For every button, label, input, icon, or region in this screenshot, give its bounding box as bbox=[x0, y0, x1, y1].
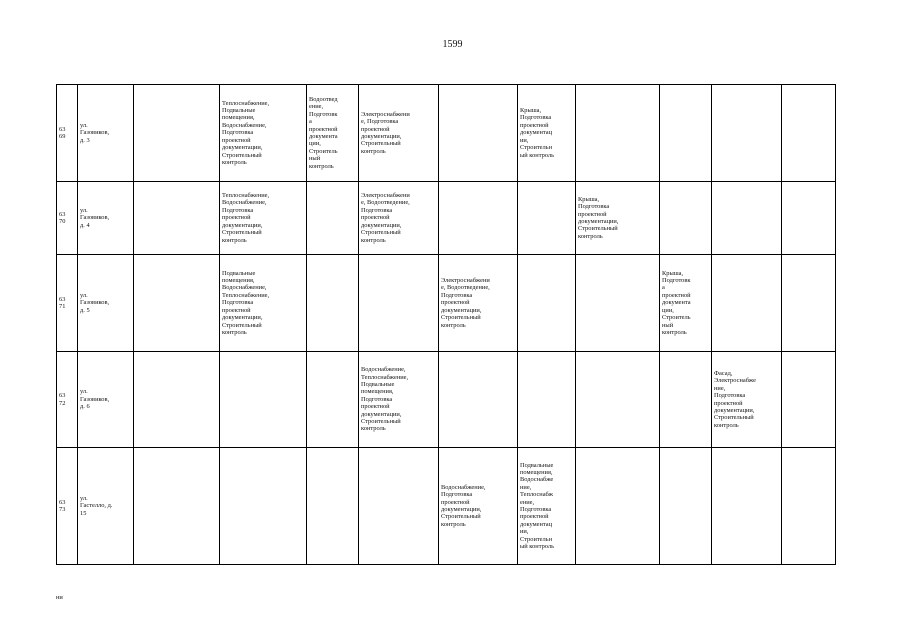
empty-cell bbox=[134, 85, 220, 182]
empty-cell bbox=[359, 255, 439, 352]
empty-cell bbox=[782, 255, 836, 352]
row-number: 63 71 bbox=[57, 255, 78, 352]
works-cell: Фасад, Электроснабже ние, Подготовка проектной документации, Строительный контроль bbox=[712, 352, 782, 448]
empty-cell bbox=[307, 448, 359, 565]
empty-cell bbox=[439, 85, 518, 182]
works-cell: Электроснабжени е, Водоотведение, Подготовка проектной документации, Строительный контроль bbox=[359, 182, 439, 255]
empty-cell bbox=[134, 448, 220, 565]
empty-cell bbox=[782, 448, 836, 565]
empty-cell bbox=[712, 255, 782, 352]
empty-cell bbox=[220, 352, 307, 448]
empty-cell bbox=[712, 85, 782, 182]
works-cell: Водоснабжение, Теплоснабжение, Подвальные помещения, Подготовка проектной документации, Строительный контроль bbox=[359, 352, 439, 448]
empty-cell bbox=[660, 182, 712, 255]
works-cell: Электроснабжени е, Водоотведение, Подготовка проектной документации, Строительный контроль bbox=[439, 255, 518, 352]
address-cell: ул. Газовиков, д. 5 bbox=[78, 255, 134, 352]
empty-cell bbox=[134, 182, 220, 255]
empty-cell bbox=[439, 352, 518, 448]
works-cell: Водоснабжение, Подготовка проектной документации, Строительный контроль bbox=[439, 448, 518, 565]
works-cell: Теплоснабжение, Подвальные помещения, Водоснабжение, Подготовка проектной документации, Строительный контроль bbox=[220, 85, 307, 182]
empty-cell bbox=[660, 352, 712, 448]
empty-cell bbox=[712, 448, 782, 565]
empty-cell bbox=[359, 448, 439, 565]
empty-cell bbox=[439, 182, 518, 255]
empty-cell bbox=[307, 255, 359, 352]
empty-cell bbox=[220, 448, 307, 565]
page-number: 1599 bbox=[442, 39, 463, 50]
empty-cell bbox=[307, 352, 359, 448]
empty-cell bbox=[782, 352, 836, 448]
empty-cell bbox=[782, 182, 836, 255]
works-cell: Водоотвед ение, Подготовк а проектной документа ции, Строитель ный контроль bbox=[307, 85, 359, 182]
empty-cell bbox=[307, 182, 359, 255]
works-cell: Крыша, Подготовка проектной документац ии, Строительн ый контроль bbox=[518, 85, 576, 182]
empty-cell bbox=[660, 85, 712, 182]
empty-cell bbox=[576, 255, 660, 352]
empty-cell bbox=[712, 182, 782, 255]
row-number: 63 73 bbox=[57, 448, 78, 565]
works-cell: Теплоснабжение, Водоснабжение, Подготовка проектной документации, Строительный контроль bbox=[220, 182, 307, 255]
empty-cell bbox=[518, 182, 576, 255]
address-cell: ул. Газовиков, д. 6 bbox=[78, 352, 134, 448]
row-number: 63 72 bbox=[57, 352, 78, 448]
empty-cell bbox=[576, 448, 660, 565]
address-cell: ул. Гастелло, д. 15 bbox=[78, 448, 134, 565]
empty-cell bbox=[576, 352, 660, 448]
empty-cell bbox=[518, 255, 576, 352]
works-cell: Подвальные помещения, Водоснабже ние, Теплоснабж ение, Подготовка проектной документац ии, Строительн ый контроль bbox=[518, 448, 576, 565]
row-number: 63 70 bbox=[57, 182, 78, 255]
repair-schedule-table bbox=[56, 84, 836, 565]
address-cell: ул. Газовиков, д. 3 bbox=[78, 85, 134, 182]
works-cell: Электроснабжени е, Подготовка проектной документации, Строительный контроль bbox=[359, 85, 439, 182]
address-cell: ул. Газовиков, д. 4 bbox=[78, 182, 134, 255]
table-row bbox=[57, 85, 836, 182]
empty-cell bbox=[782, 85, 836, 182]
table-row bbox=[57, 255, 836, 352]
empty-cell bbox=[134, 255, 220, 352]
table-row bbox=[57, 352, 836, 448]
works-cell: Крыша, Подготовка проектной документации, Строительный контроль bbox=[576, 182, 660, 255]
table-row bbox=[57, 182, 836, 255]
empty-cell bbox=[576, 85, 660, 182]
works-cell: Крыша, Подготовк а проектной документа ции, Строитель ный контроль bbox=[660, 255, 712, 352]
empty-cell bbox=[134, 352, 220, 448]
works-cell: Подвальные помещения, Водоснабжение, Теплоснабжение, Подготовка проектной документации, Строительный контроль bbox=[220, 255, 307, 352]
empty-cell bbox=[518, 352, 576, 448]
row-number: 63 69 bbox=[57, 85, 78, 182]
footer-mark: ни bbox=[56, 594, 63, 601]
table-row bbox=[57, 448, 836, 565]
empty-cell bbox=[660, 448, 712, 565]
